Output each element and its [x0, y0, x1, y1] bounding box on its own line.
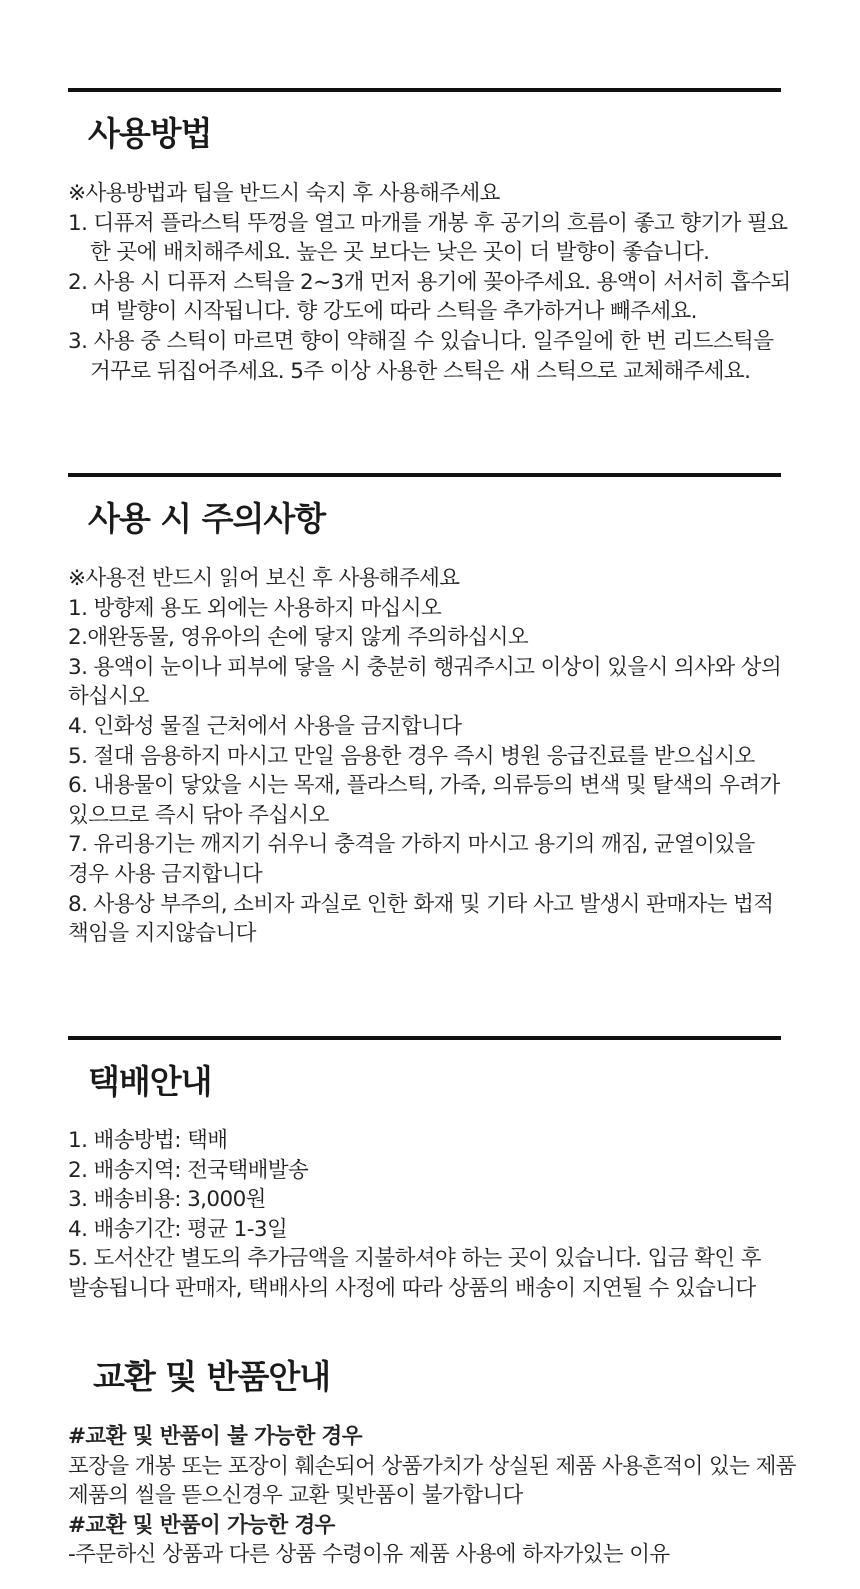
- usage-line: ※사용방법과 팁을 반드시 숙지 후 사용해주세요: [68, 181, 500, 206]
- caution-body: [68, 564, 784, 949]
- caution-line: 6. 내용물이 닿았을 시는 목재, 플라스틱, 가죽, 의류등의 변색 및 탈색의 우려가: [68, 773, 780, 799]
- caution-line: 3. 용액이 눈이나 피부에 닿을 시 충분히 행궈주시고 이상이 있을시 의사와 상의: [68, 654, 782, 680]
- section-divider-delivery: [68, 1036, 781, 1040]
- section-divider-usage: [68, 88, 781, 92]
- returns-line: 포장을 개봉 또는 포장이 훼손되어 상품가치가 상실된 제품 사용흔적이 있는 제품: [68, 1453, 796, 1479]
- caution-line: 경우 사용 금지합니다: [68, 861, 262, 887]
- delivery-line: 5. 도서산간 별도의 추가금액을 지불하셔야 하는 곳이 있습니다. 입금 확인 후: [68, 1246, 761, 1272]
- usage-line: 며 발향이 시작됩니다. 향 강도에 따라 스틱을 추가하거나 빼주세요.: [90, 299, 697, 325]
- caution-line: ※사용전 반드시 읽어 보신 후 사용해주세요: [68, 566, 460, 591]
- caution-line: 8. 사용상 부주의, 소비자 과실로 인한 화재 및 기타 사고 발생시 판매자는 법적: [68, 891, 774, 917]
- caution-line: 4. 인화성 물질 근처에서 사용을 금지합니다: [68, 713, 462, 739]
- usage-line: 2. 사용 시 디퓨저 스틱을 2~3개 먼저 용기에 꽂아주세요. 용액이 서서히 흡수되: [68, 269, 791, 295]
- caution-line: 7. 유리용기는 깨지기 쉬우니 충격을 가하지 마시고 용기의 깨짐, 균열이있을: [68, 832, 755, 858]
- caution-line: 있으므로 즉시 닦아 주십시오: [68, 802, 329, 828]
- usage-body: [68, 179, 791, 386]
- caution-line: 5. 절대 음용하지 마시고 만일 음용한 경우 즉시 병원 응급진료를 받으십시오: [68, 743, 755, 769]
- delivery-line: 발송됩니다 판매자, 택배사의 사정에 따라 상품의 배송이 지연될 수 있습니다: [68, 1275, 756, 1301]
- returns-title: 교환 및 반품안내: [93, 1357, 331, 1396]
- caution-line: 2.애완동물, 영유아의 손에 닿지 않게 주의하십시오: [68, 625, 529, 651]
- usage-line: 거꾸로 뒤집어주세요. 5주 이상 사용한 스틱은 새 스틱으로 교체해주세요.: [90, 358, 751, 384]
- returns-line: 제품의 씰을 뜯으신경우 교환 및반품이 불가합니다: [68, 1483, 523, 1509]
- returns-line: -주문하신 상품과 다른 상품 수령이유 제품 사용에 하자가있는 이유: [68, 1542, 670, 1568]
- usage-line: 한 곳에 배치해주세요. 높은 곳 보다는 낮은 곳이 더 발향이 좋습니다.: [90, 240, 710, 266]
- delivery-title: 택배안내: [88, 1062, 212, 1101]
- section-divider-caution: [68, 473, 781, 477]
- caution-title: 사용 시 주의사항: [88, 499, 326, 538]
- usage-title: 사용방법: [88, 114, 212, 153]
- delivery-body: [68, 1126, 784, 1304]
- returns-body: [68, 1422, 796, 1570]
- usage-line: 1. 디퓨저 플라스틱 뚜껑을 열고 마개를 개봉 후 공기의 흐름이 좋고 향기가 필요: [68, 210, 788, 236]
- caution-line: 하십시오: [68, 684, 149, 710]
- delivery-line: 2. 배송지역: 전국택배발송: [68, 1157, 309, 1183]
- returns-possible-heading: #교환 및 반품이 가능한 경우: [68, 1512, 335, 1538]
- caution-line: 책임을 지지않습니다: [68, 921, 256, 947]
- usage-line: 3. 사용 중 스틱이 마르면 향이 약해질 수 있습니다. 일주일에 한 번 리드스틱을: [68, 328, 774, 354]
- returns-not-possible-heading: #교환 및 반품이 불 가능한 경우: [68, 1424, 362, 1449]
- delivery-line: 3. 배송비용: 3,000원: [68, 1187, 266, 1213]
- caution-line: 1. 방향제 용도 외에는 사용하지 마십시오: [68, 595, 442, 621]
- delivery-line: 1. 배송방법: 택배: [68, 1128, 228, 1153]
- delivery-line: 4. 배송기간: 평균 1-3일: [68, 1216, 288, 1242]
